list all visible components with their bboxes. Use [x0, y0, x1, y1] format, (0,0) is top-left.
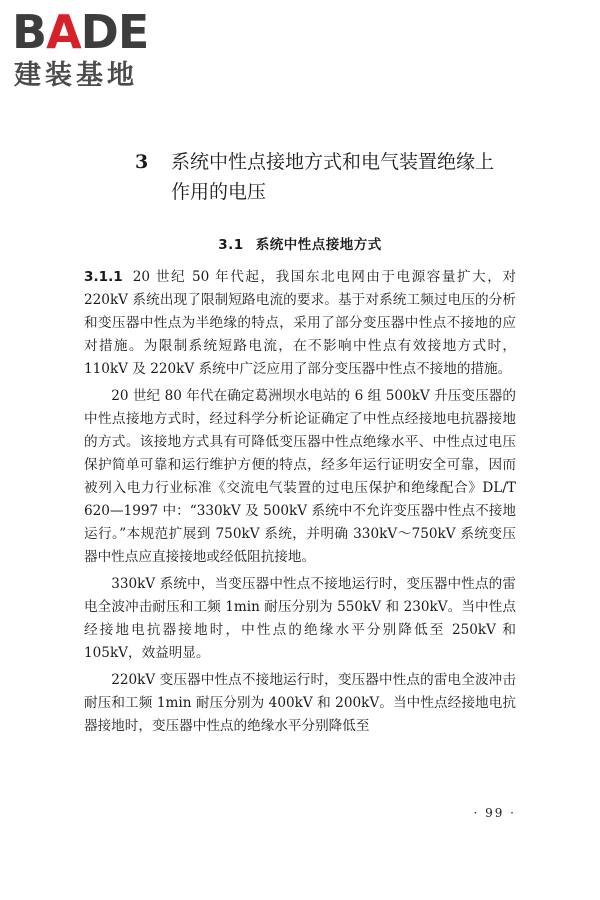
logo-wordmark [12, 6, 148, 58]
page-number: · 99 · [473, 806, 516, 820]
chapter-title: 系统中性点接地方式和电气装置绝缘上作用的电压 [171, 151, 495, 203]
paragraph [84, 266, 516, 381]
paragraph: 330kV 系统中，当变压器中性点不接地运行时，变压器中性点的雷电全波冲击耐压和工频 1min 耐压分别为 550kV 和 230kV。当中性点经接地电抗器接地时，中性点的绝缘水平分别降低至 250kV 和 105kV，效益明显。 [84, 576, 516, 661]
paragraph-text: 20 世纪 50 年代起，我国东北电网由于电源容量扩大，对 220kV 系统出现了限制短路电流的要求。基于对系统工频过电压的分析和变压器中性点为半绝缘的特点，采用了部分变压器中性点不接地的应对措施。为限制系统短路电流，在不影响中性点有效接地方式时，110kV 及 220kV 系统中广泛应用了部分变压器中性点不接地的措施。 [84, 269, 516, 377]
body-text [84, 266, 516, 742]
chapter-number: 3 [135, 151, 149, 173]
clause-number: 3.1.1 [84, 269, 123, 285]
section-heading [0, 233, 600, 253]
logo-letter-a: A [46, 5, 81, 59]
paragraph: 220kV 变压器中性点不接地运行时，变压器中性点的雷电全波冲击耐压和工频 1min 耐压分别为 400kV 和 200kV。当中性点经接地电抗器接地时，变压器中性点的绝缘水平分别降低至 [84, 672, 516, 734]
logo-letters-de: DE [80, 5, 149, 59]
section-number: 3.1 [218, 237, 244, 253]
logo-letter-b: B [12, 5, 47, 59]
section-title: 系统中性点接地方式 [255, 237, 382, 253]
logo-subtitle: 建装基地 [14, 60, 138, 91]
paragraph: 20 世纪 80 年代在确定葛洲坝水电站的 6 组 500kV 升压变压器的中性点接地方式时，经过科学分析论证确定了中性点经接地电抗器接地的方式。该接地方式具有可降低变压器中性点绝缘水平、中性点过电压保护简单可靠和运行维护方便的特点，经多年运行证明安全可靠，因而被列入电力行业标准《交流电气装置的过电压保护和绝缘配合》DL/T 620—1997 中：“330kV 及 500kV 系统中不允许变压器中性点不接地运行。”本规范扩展到 750kV 系统，并明确 330kV～750kV 系统变压器中性点应直接接地或经低阻抗接地。 [84, 388, 516, 565]
logo [12, 6, 182, 96]
